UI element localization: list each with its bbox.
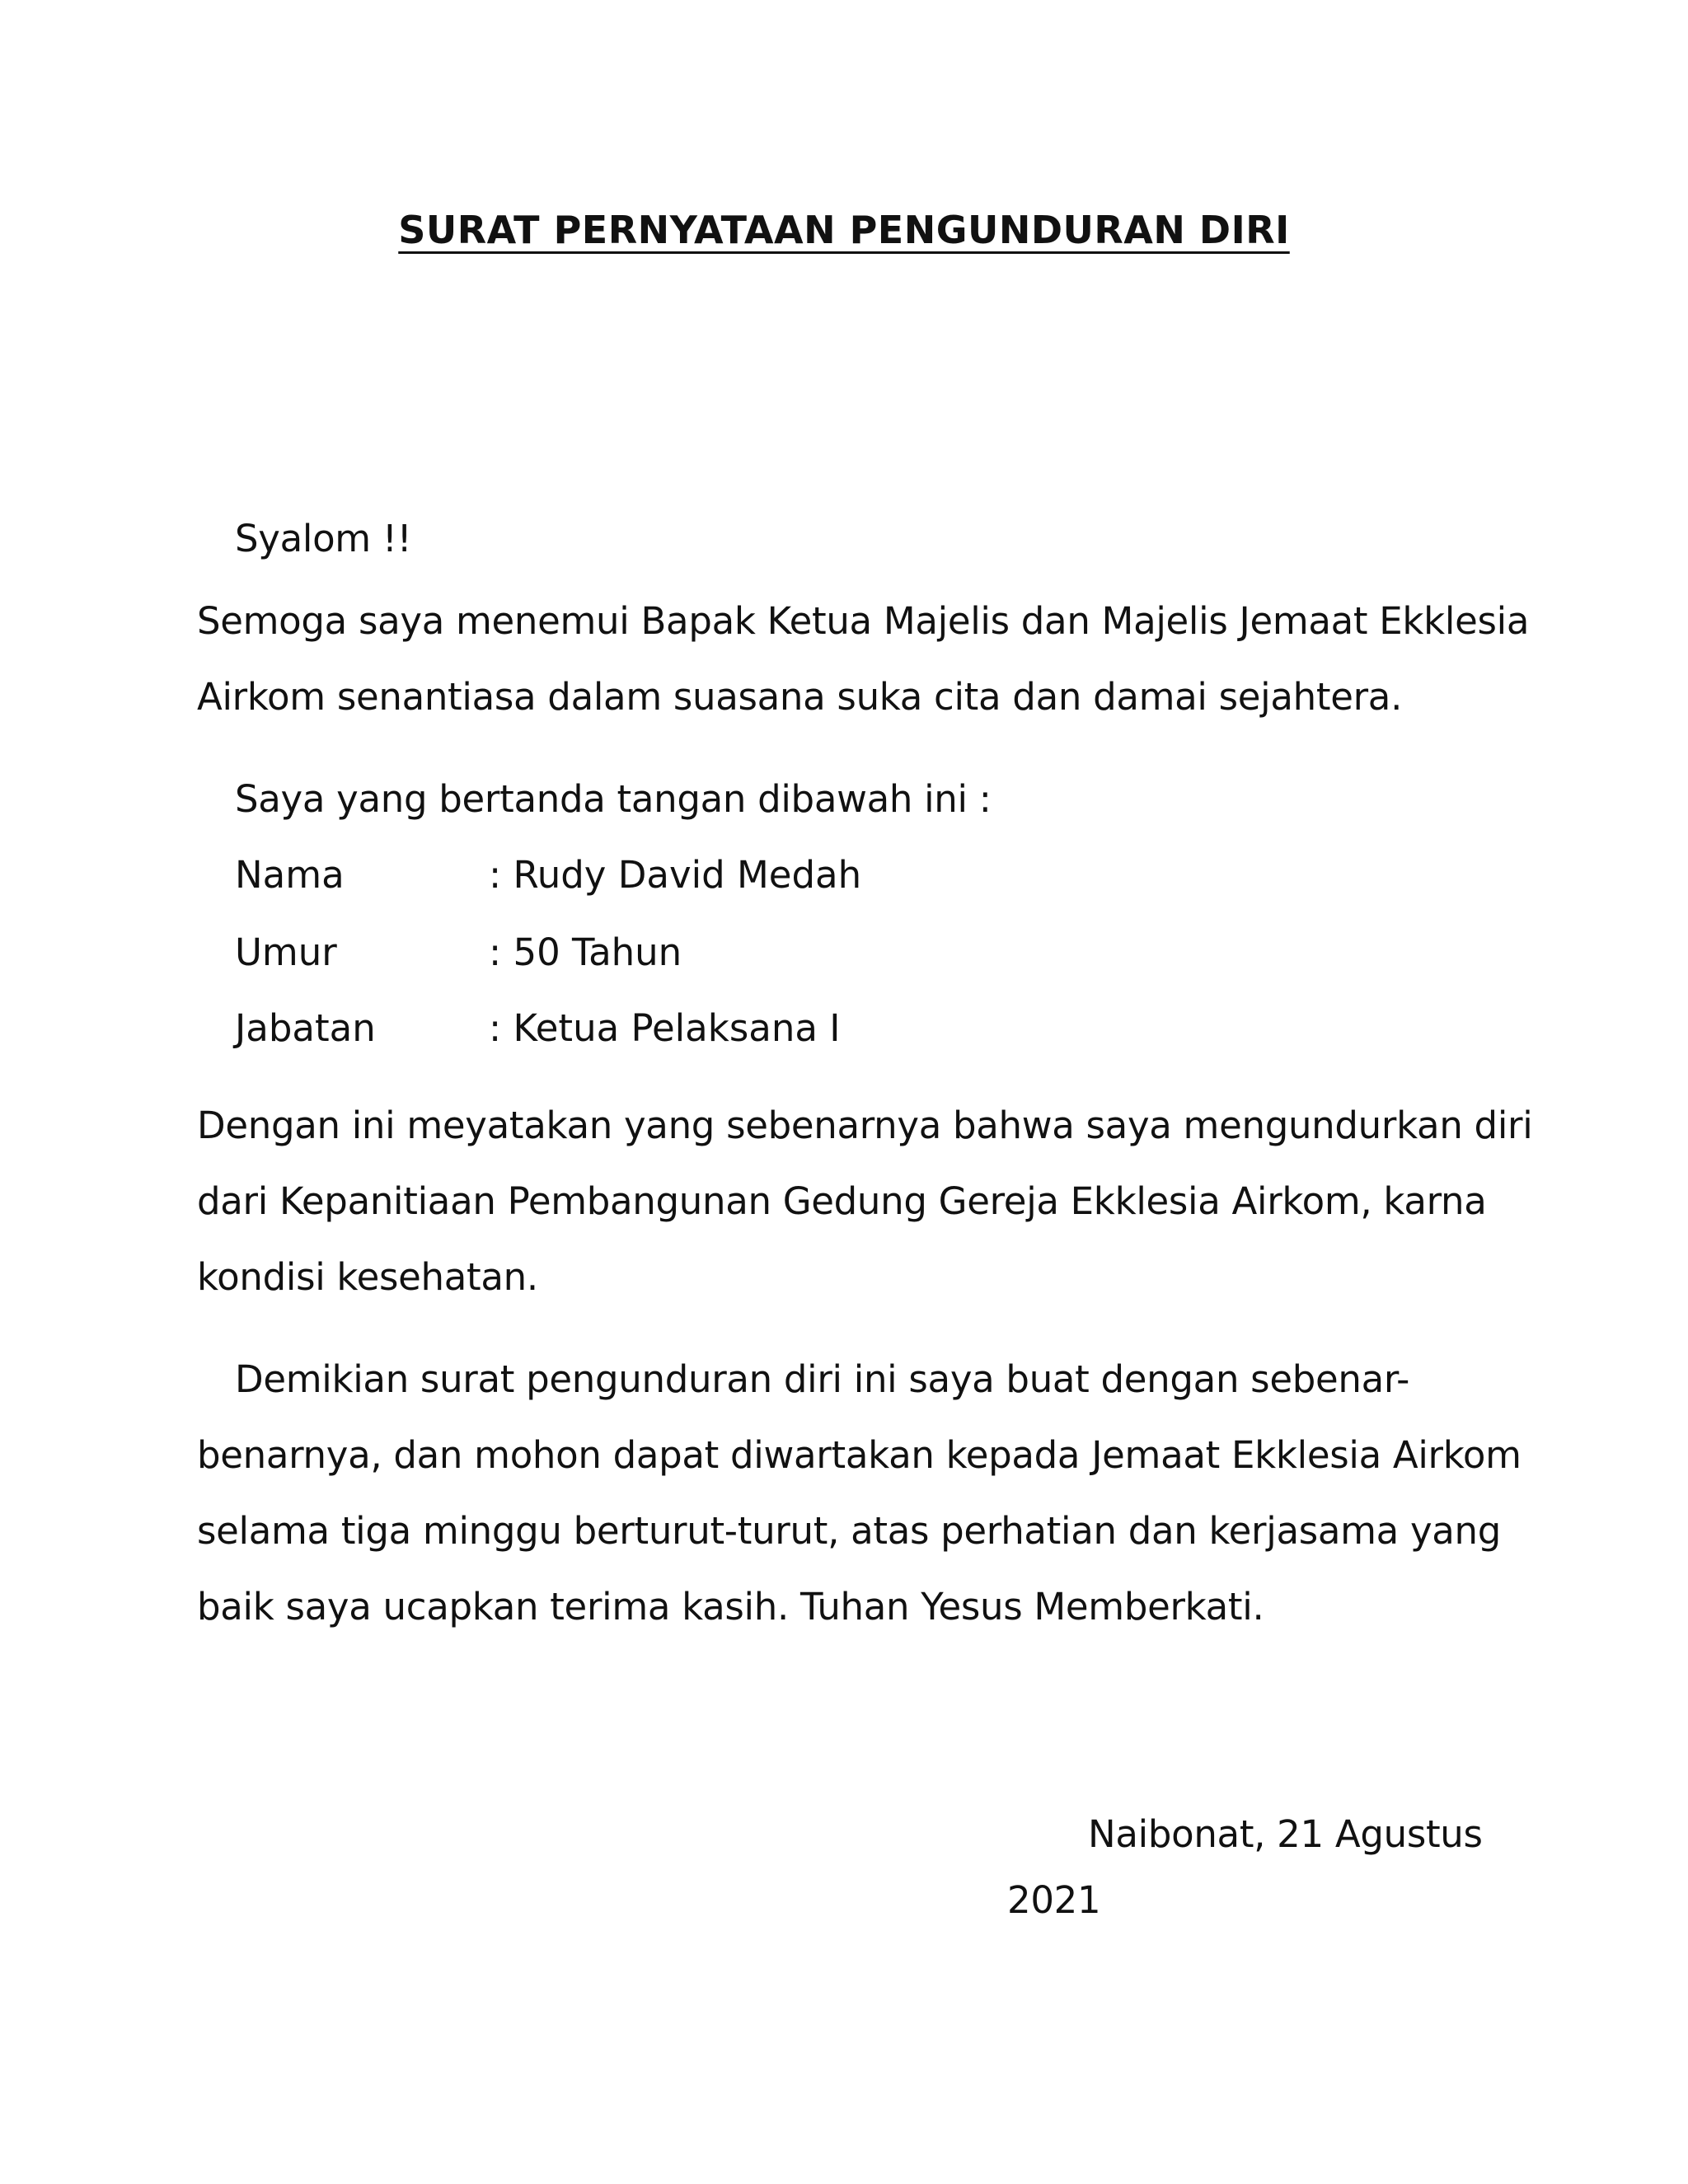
closing-line-2: benarnya, dan mohon dapat diwartakan kepada Jemaat Ekklesia Airkom	[197, 1433, 1522, 1477]
statement-line-2: dari Kepanitiaan Pembangunan Gedung Gereja Ekklesia Airkom, karna	[197, 1179, 1487, 1223]
field-value-umur: : 50 Tahun	[489, 930, 682, 974]
field-label-nama: Nama	[235, 853, 345, 897]
field-value-nama: : Rudy David Medah	[489, 853, 862, 897]
signer-intro: Saya yang bertanda tangan dibawah ini :	[235, 777, 992, 821]
intro-line-1: Semoga saya menemui Bapak Ketua Majelis dan Majelis Jemaat Ekklesia	[197, 599, 1530, 643]
greeting: Syalom !!	[235, 517, 412, 560]
field-value-jabatan: : Ketua Pelaksana I	[489, 1006, 841, 1050]
closing-line-1: Demikian surat pengunduran diri ini saya buat dengan sebenar-	[235, 1357, 1410, 1401]
field-label-umur: Umur	[235, 930, 337, 974]
intro-line-2: Airkom senantiasa dalam suasana suka cita dan damai sejahtera.	[197, 675, 1403, 719]
statement-line-3: kondisi kesehatan.	[197, 1255, 538, 1299]
closing-line-3: selama tiga minggu berturut-turut, atas perhatian dan kerjasama yang	[197, 1509, 1502, 1553]
statement-line-1: Dengan ini meyatakan yang sebenarnya bahwa saya mengundurkan diri	[197, 1104, 1533, 1147]
letter-title: SURAT PERNYATAAN PENGUNDURAN DIRI	[398, 208, 1290, 252]
place-date-line-1: Naibonat, 21 Agustus	[1088, 1812, 1483, 1856]
field-label-jabatan: Jabatan	[235, 1006, 376, 1050]
closing-line-4: baik saya ucapkan terima kasih. Tuhan Yesus Memberkati.	[197, 1585, 1264, 1629]
place-date-line-2: 2021	[1007, 1878, 1101, 1922]
